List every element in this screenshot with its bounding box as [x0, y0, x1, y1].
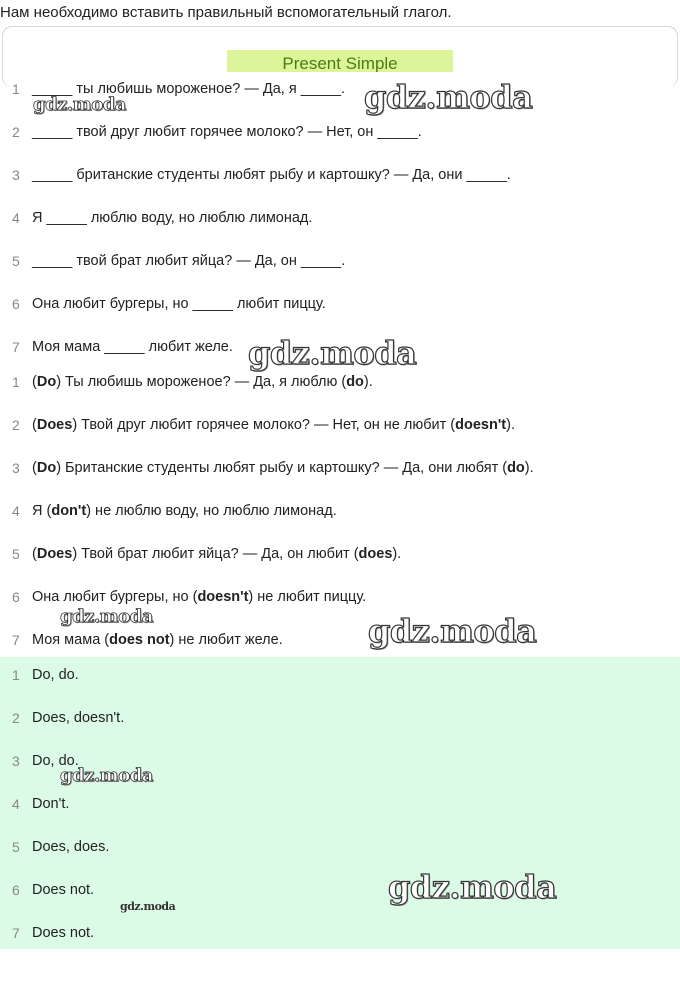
sentence-fragment: Я ( [32, 503, 52, 519]
answer-row [0, 667, 680, 687]
sentence-fragment: ) Британские студенты любят рыбу и картошку? — Да, они любят ( [56, 460, 508, 476]
filled-row [0, 374, 680, 394]
watermark: gdz.moda [60, 765, 153, 786]
sentence-fragment: ). [363, 374, 373, 390]
answer-text: Does not. [32, 925, 95, 941]
sentence-fragment: ). [506, 417, 515, 433]
exercise-text: Моя мама _____ любит желе. [32, 339, 233, 355]
auxiliary-verb: Does [36, 417, 73, 433]
filled-row [0, 632, 680, 652]
filled-text [32, 503, 337, 519]
answer-text: Do, do. [32, 667, 79, 683]
item-number: 1 [12, 667, 20, 683]
item-number: 4 [12, 210, 20, 226]
answer-row [0, 839, 680, 859]
answer-text: Do, do. [32, 753, 79, 769]
item-number: 5 [12, 253, 20, 269]
item-number: 5 [12, 546, 20, 562]
sentence-fragment: ( [32, 374, 37, 390]
watermark: gdz.moda [364, 78, 533, 116]
exercise-text: Она любит бургеры, но _____ любит пиццу. [32, 296, 326, 312]
sentence-fragment: ( [32, 546, 37, 562]
filled-row [0, 460, 680, 480]
answer-row [0, 710, 680, 730]
filled-row [0, 417, 680, 437]
filled-text [32, 632, 283, 648]
filled-text [32, 374, 373, 390]
answer-text: Don't. [32, 796, 70, 812]
exercise-text: _____ британские студенты любят рыбу и картошку? — Да, они _____. [32, 167, 511, 183]
exercise-row [0, 253, 680, 273]
item-number: 5 [12, 839, 20, 855]
item-number: 7 [12, 925, 20, 941]
sentence-fragment: Моя мама ( [32, 632, 110, 648]
answer-row [0, 882, 680, 902]
sentence-fragment: Она любит бургеры, но ( [32, 589, 198, 605]
auxiliary-verb: Do [36, 460, 57, 476]
answer-row [0, 925, 680, 945]
item-number: 3 [12, 753, 20, 769]
sentence-fragment: ( [32, 417, 37, 433]
exercise-text: _____ твой брат любит яйца? — Да, он _____. [32, 253, 346, 269]
exercise-row [0, 124, 680, 144]
sentence-fragment: ( [32, 460, 37, 476]
answer-row [0, 796, 680, 816]
item-number: 4 [12, 796, 20, 812]
item-number: 6 [12, 296, 20, 312]
watermark: gdz.moda [388, 868, 557, 906]
item-number: 1 [12, 374, 20, 390]
sentence-fragment: ). [392, 546, 402, 562]
exercise-text: _____ твой друг любит горячее молоко? — Нет, он _____. [32, 124, 422, 140]
watermark: gdz.moda [248, 334, 417, 372]
answer-text: Does not. [32, 882, 95, 898]
filled-text [32, 589, 366, 605]
sentence-fragment: ) не любит желе. [169, 632, 283, 648]
sentence-fragment: ) Ты любишь мороженое? — Да, я люблю ( [56, 374, 347, 390]
auxiliary-verb: do [507, 460, 525, 476]
item-number: 3 [12, 460, 20, 476]
auxiliary-verb: does [358, 546, 393, 562]
auxiliary-verb: doesn't [455, 417, 507, 433]
item-number: 1 [12, 81, 20, 97]
auxiliary-verb: Do [36, 374, 57, 390]
sentence-fragment: ) не люблю воду, но люблю лимонад. [86, 503, 337, 519]
filled-row [0, 503, 680, 523]
exercise-row [0, 210, 680, 230]
auxiliary-verb: don't [51, 503, 87, 519]
auxiliary-verb: doesn't [197, 589, 249, 605]
item-number: 4 [12, 503, 20, 519]
filled-text [32, 417, 515, 433]
item-number: 3 [12, 167, 20, 183]
item-number: 2 [12, 710, 20, 726]
item-number: 6 [12, 589, 20, 605]
topic-badge: Present Simple [227, 50, 453, 72]
exercise-text: Я _____ люблю воду, но люблю лимонад. [32, 210, 313, 226]
filled-row [0, 546, 680, 566]
answer-text: Does, does. [32, 839, 110, 855]
watermark: gdz.moda [33, 94, 126, 115]
item-number: 2 [12, 417, 20, 433]
exercise-text: _____ ты любишь мороженое? — Да, я _____. [32, 81, 346, 97]
item-number: 7 [12, 339, 20, 355]
sentence-fragment: ) Твой брат любит яйца? — Да, он любит ( [72, 546, 359, 562]
watermark: gdz.moda [60, 606, 153, 627]
answer-text: Does, doesn't. [32, 710, 125, 726]
item-number: 7 [12, 632, 20, 648]
filled-text [32, 460, 534, 476]
filled-text [32, 546, 401, 562]
item-number: 6 [12, 882, 20, 898]
watermark: gdz.moda [120, 900, 176, 913]
task-instruction: Нам необходимо вставить правильный вспомогательный глагол. [0, 4, 452, 21]
auxiliary-verb: Does [36, 546, 73, 562]
item-number: 2 [12, 124, 20, 140]
watermark: gdz.moda [368, 612, 537, 650]
auxiliary-verb: do [346, 374, 364, 390]
sentence-fragment: ) Твой друг любит горячее молоко? — Нет, он не любит ( [72, 417, 456, 433]
sentence-fragment: ). [524, 460, 534, 476]
sentence-fragment: ) не любит пиццу. [248, 589, 367, 605]
exercise-row [0, 296, 680, 316]
exercise-row [0, 167, 680, 187]
auxiliary-verb: does not [109, 632, 170, 648]
